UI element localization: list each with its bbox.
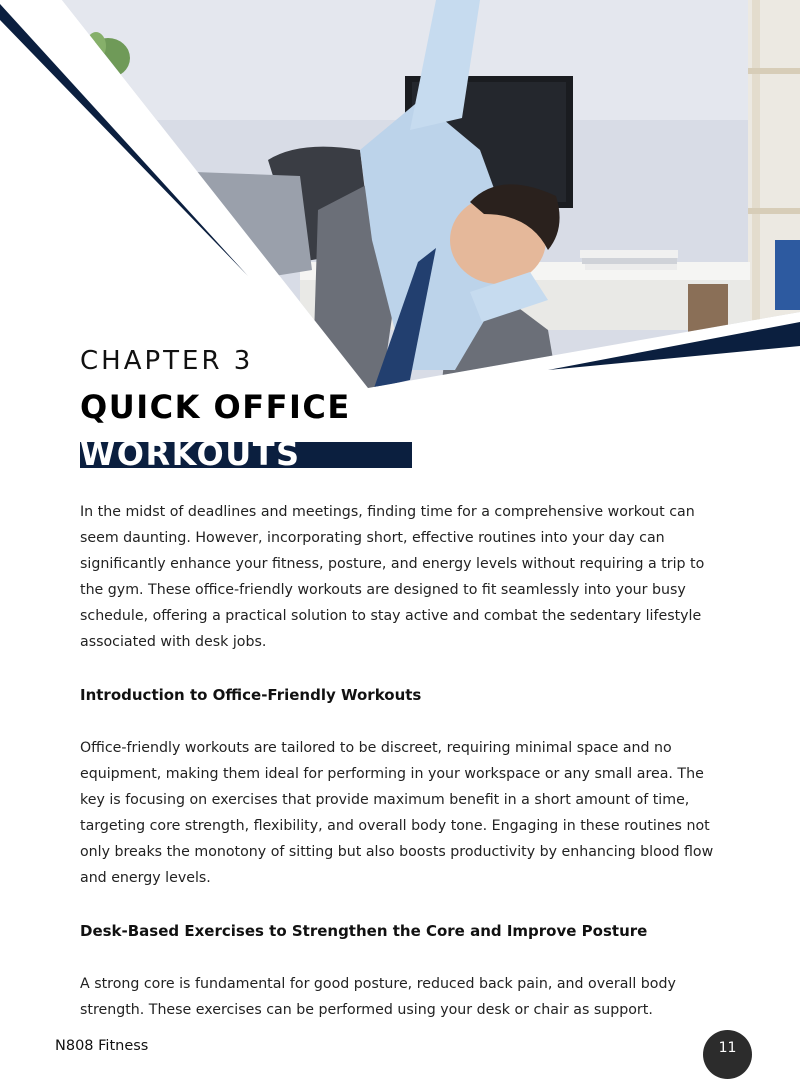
- section-heading-intro: Introduction to Office-Friendly Workouts: [80, 686, 422, 704]
- chapter-title-line2: WORKOUTS: [80, 442, 301, 468]
- chapter-title-band: [80, 442, 412, 468]
- chapter-title: QUICK OFFICE: [80, 388, 351, 426]
- page-number-badge: 11: [703, 1030, 752, 1079]
- section-paragraph-desk-exercises: A strong core is fundamental for good posture, reduced back pain, and overall body strength. These exercises can be performed using your desk or chair as support.: [80, 976, 676, 1018]
- section-heading-desk-exercises: Desk-Based Exercises to Strengthen the Core and Improve Posture: [80, 922, 648, 940]
- office-stretch-photo-icon: [0, 0, 800, 400]
- chapter-label: CHAPTER 3: [80, 346, 254, 376]
- chapter-content: [80, 499, 725, 1023]
- section-paragraph-intro: Office-friendly workouts are tailored to be discreet, requiring minimal space and no equipment, making them ideal for performing in your workspace or any small area. The key is focusing on exercises that provide maximum benefit in a short amount of time, targeting core strength, flexibility, and overall body tone. Engaging in these routines not only breaks the monotony of sitting but also boosts productivity by enhancing blood flow and energy levels.: [80, 740, 714, 886]
- footer-brand: N808 Fitness: [55, 1038, 149, 1054]
- intro-paragraph: In the midst of deadlines and meetings, finding time for a comprehensive workout can seem daunting. However, incorporating short, effective routines into your day can significantly enhance your fitness, posture, and energy levels without requiring a trip to the gym. These office-friendly workouts are designed to fit seamlessly into your busy schedule, offering a practical solution to stay active and combat the sedentary lifestyle associated with desk jobs.: [80, 504, 705, 650]
- hero-image: [0, 0, 800, 400]
